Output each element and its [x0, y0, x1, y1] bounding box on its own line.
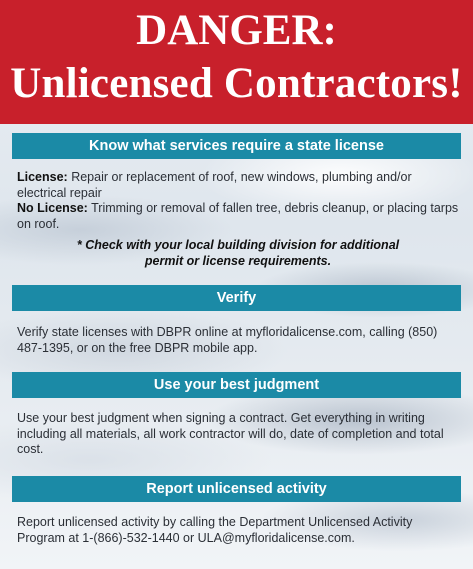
no-license-line — [17, 201, 459, 232]
permit-note-line1: * Check with your local building division for additional — [76, 238, 400, 252]
banner-title-line1: DANGER: — [136, 7, 337, 54]
section-heading-report: Report unlicensed activity — [12, 476, 461, 502]
danger-banner — [0, 0, 473, 124]
license-info — [17, 170, 459, 232]
license-label: License: — [17, 170, 68, 184]
no-license-label: No License: — [17, 201, 88, 215]
verify-text: Verify state licenses with DBPR online at myfloridalicense.com, calling (850) 487-1395, or on the free DBPR mobile app. — [17, 325, 438, 355]
section-heading-license: Know what services require a state license — [12, 133, 461, 159]
no-license-text: Trimming or removal of fallen tree, debris cleanup, or placing tarps on roof. — [17, 201, 459, 231]
report-text: Report unlicensed activity by calling the Department Unlicensed Activity Program at 1-(866)-532-1440 or ULA@myfloridalicense.com. — [17, 515, 413, 545]
license-text: Repair or replacement of roof, new windows, plumbing and/or electrical repair — [17, 170, 412, 200]
banner-title-line2: Unlicensed Contractors! — [10, 60, 463, 107]
judgment-text: Use your best judgment when signing a contract. Get everything in writing including all materials, all work contractor will do, date of completion and total cost. — [17, 411, 444, 456]
permit-note-line2: permit or license requirements. — [144, 253, 332, 268]
license-line — [17, 170, 459, 201]
permit-note — [17, 238, 459, 269]
section-heading-verify: Verify — [12, 285, 461, 311]
section-heading-judgment: Use your best judgment — [12, 372, 461, 398]
